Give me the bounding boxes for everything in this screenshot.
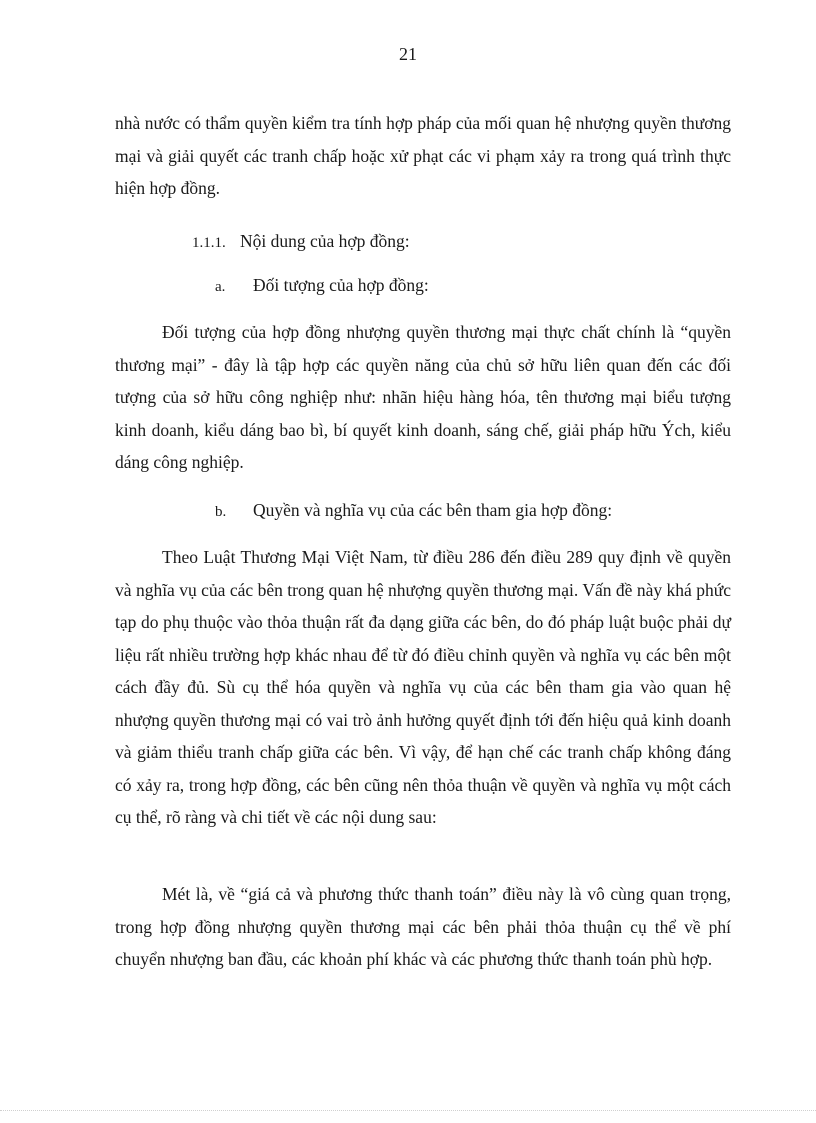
subsection-letter: a.: [215, 279, 226, 295]
paragraph-rights-obligations: Theo Luật Thương Mại Việt Nam, từ điều 286 đến điều 289 quy định về quyền và nghĩa vụ của các bên trong quan hệ nhượng quyền thương mại. Vấn đề này khá phức tạp do phụ thuộc vào thỏa thuận rất đa dạng giữa các bên, do đó pháp luật buộc phải dự liệu rất nhiều trường hợp khác nhau để từ đó điều chỉnh quyền và nghĩa vụ các bên một cách đầy đủ. Sù cụ thể hóa quyền và nghĩa vụ của các bên tham gia vào quan hệ nhượng quyền thương mại có vai trò ảnh hưởng quyết định tới đến hiệu quả kinh doanh và giảm thiểu tranh chấp giữa các bên. Vì vậy, để hạn chế các tranh chấp không đáng có xảy ra, trong hợp đồng, các bên cũng nên thỏa thuận về quyền và nghĩa vụ một cách cụ thể, rõ ràng và chi tiết về các nội dung sau:: [115, 547, 731, 827]
paragraph-continuation: nhà nước có thẩm quyền kiểm tra tính hợp pháp của mối quan hệ nhượng quyền thương mại và giải quyết các tranh chấp hoặc xử phạt các vi phạm xảy ra trong quá trình thực hiện hợp đồng.: [115, 113, 731, 198]
page-number: 21: [399, 44, 417, 64]
section-title: Nội dung của hợp đồng:: [240, 231, 410, 251]
page-bottom-border: [0, 1110, 816, 1111]
subsection-heading-a: [215, 272, 429, 300]
section-number: 1.1.1.: [192, 235, 226, 251]
subsection-title: Quyền và nghĩa vụ của các bên tham gia hợp đồng:: [253, 500, 613, 520]
subsection-heading-b: [215, 497, 612, 525]
paragraph-price-payment: Mét là, về “giá cả và phương thức thanh toán” điều này là vô cùng quan trọng, trong hợp đồng nhượng quyền thương mại các bên phải thỏa thuận cụ thể về phí chuyển nhượng ban đầu, các khoản phí khác và các phương thức thanh toán phù hợp.: [115, 884, 731, 969]
subsection-letter: b.: [215, 504, 227, 520]
subsection-title: Đối tượng của hợp đồng:: [253, 275, 429, 295]
section-heading-1-1-1: [192, 228, 410, 256]
paragraph-subject: Đối tượng của hợp đồng nhượng quyền thương mại thực chất chính là “quyền thương mại” - đây là tập hợp các quyền năng của chủ sở hữu liên quan đến các đối tượng của sở hữu công nghiệp như: nhãn hiệu hàng hóa, tên thương mại biểu tượng kinh doanh, kiểu dáng bao bì, bí quyết kinh doanh, sáng chế, giải pháp hữu Ých, kiểu dáng công nghiệp.: [115, 322, 731, 472]
